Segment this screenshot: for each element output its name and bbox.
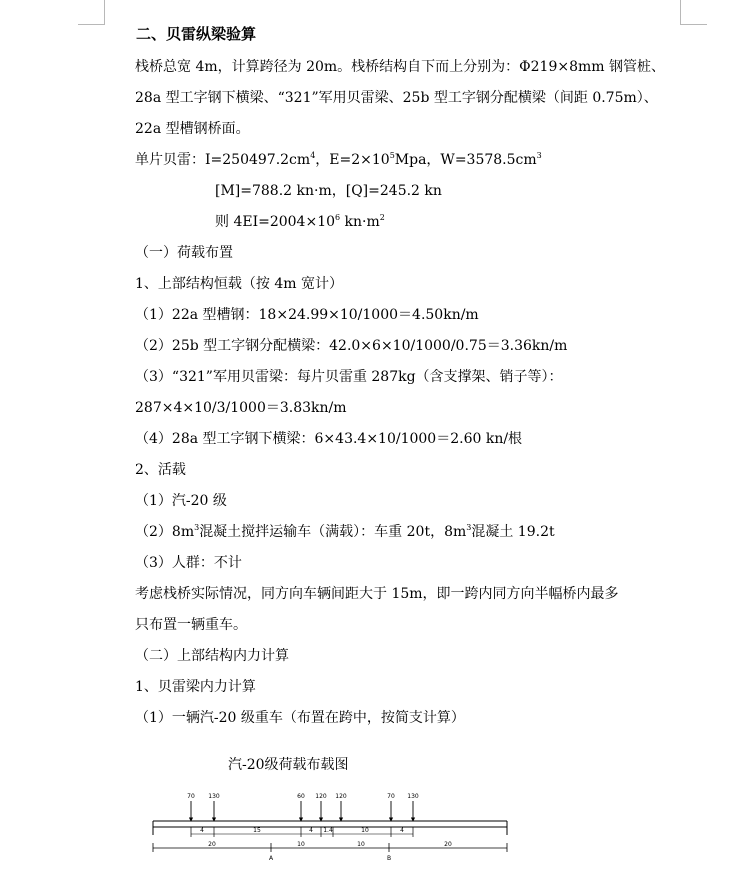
section-heading: 二、贝雷纵梁验算 (136, 25, 257, 43)
intro-line-1: 栈桥总宽 4m，计算跨径为 20m。栈桥结构自下而上分别为：Φ219×8mm 钢管桩、 (135, 59, 666, 75)
note-line-2: 只布置一辆重车。 (135, 617, 247, 633)
dimension-label: 10 (297, 841, 305, 848)
dimension-label: 20 (444, 841, 452, 848)
support-label: A (268, 855, 274, 862)
props-line-2: [M]=788.2 kn·m，[Q]=245.2 kn (215, 183, 442, 199)
load-value-label: 130 (407, 793, 419, 800)
live-load-title: 2、活载 (135, 462, 186, 478)
spacing-label: 4 (200, 827, 204, 834)
spacing-label: 4 (400, 827, 404, 834)
load-value-label: 70 (387, 793, 395, 800)
live-load-3: （3）人群：不计 (135, 555, 242, 571)
props-line-1: 单片贝雷：$I=250497.2cm^4$，$E=2\times 10^5Mpa$，$W=3578.5cm^3$ (135, 151, 542, 168)
calc-sub-1: 1、贝雷梁内力计算 (135, 679, 256, 695)
calc-title: （二）上部结构内力计算 (135, 648, 289, 664)
intro-line-3: 22a 型槽钢桥面。 (135, 121, 250, 137)
spacing-label: 10 (361, 827, 369, 834)
dimension-label: 10 (357, 841, 365, 848)
dead-load-3: （3）“321”军用贝雷梁：每片贝雷重 287kg（含支撑架、销子等）： (135, 369, 563, 385)
load-value-label: 130 (208, 793, 220, 800)
note-line-1: 考虑栈桥实际情况，同方向车辆间距大于 15m，即一跨内同方向半幅桥内最多 (135, 586, 619, 602)
support-label: B (386, 855, 392, 862)
spacing-label: 15 (253, 827, 261, 834)
spacing-label: 4 (309, 827, 313, 834)
dead-load-title: 1、上部结构恒载（按 4m 宽计） (135, 276, 343, 292)
dead-load-3-cont: 287×4×10/3/1000＝3.83kn/m (135, 400, 347, 416)
live-load-2: $(2)8m^3$混凝土搅拌运输车（满载）：车重 20t，$8m^3$混凝土 19.2t (135, 523, 555, 540)
dead-load-2: （2）25b 型工字钢分配横梁：42.0×6×10/1000/0.75＝3.36kn/m (135, 338, 568, 354)
page-corner-mark-left (78, 0, 105, 25)
live-load-1: （1）汽-20 级 (135, 493, 227, 509)
load-value-label: 60 (297, 793, 305, 800)
load-value-label: 120 (315, 793, 327, 800)
calc-sub-1-1: （1）一辆汽-20 级重车（布置在跨中，按简支计算） (135, 710, 465, 726)
dead-load-1: （1）22a 型槽钢：18×24.99×10/1000＝4.50kn/m (135, 307, 479, 323)
dead-load-4: （4）28a 型工字钢下横梁：6×43.4×10/1000＝2.60 kn/根 (135, 431, 523, 447)
diagram-title: 汽-20级荷载布载图 (228, 757, 349, 773)
page-corner-mark-right (680, 0, 707, 25)
load-diagram (145, 785, 515, 865)
props-line-3: 则 $4EI=2004\times 10^6$ $kn\cdot m^2$ (215, 213, 385, 230)
dimension-label: 20 (208, 841, 216, 848)
load-value-label: 120 (335, 793, 347, 800)
load-value-label: 70 (187, 793, 195, 800)
loads-title: （一）荷载布置 (135, 245, 233, 261)
intro-line-2: 28a 型工字钢下横梁、“321”军用贝雷梁、25b 型工字钢分配横梁（间距 0.75m）、 (135, 90, 658, 106)
spacing-label: 1.4 (323, 827, 333, 834)
